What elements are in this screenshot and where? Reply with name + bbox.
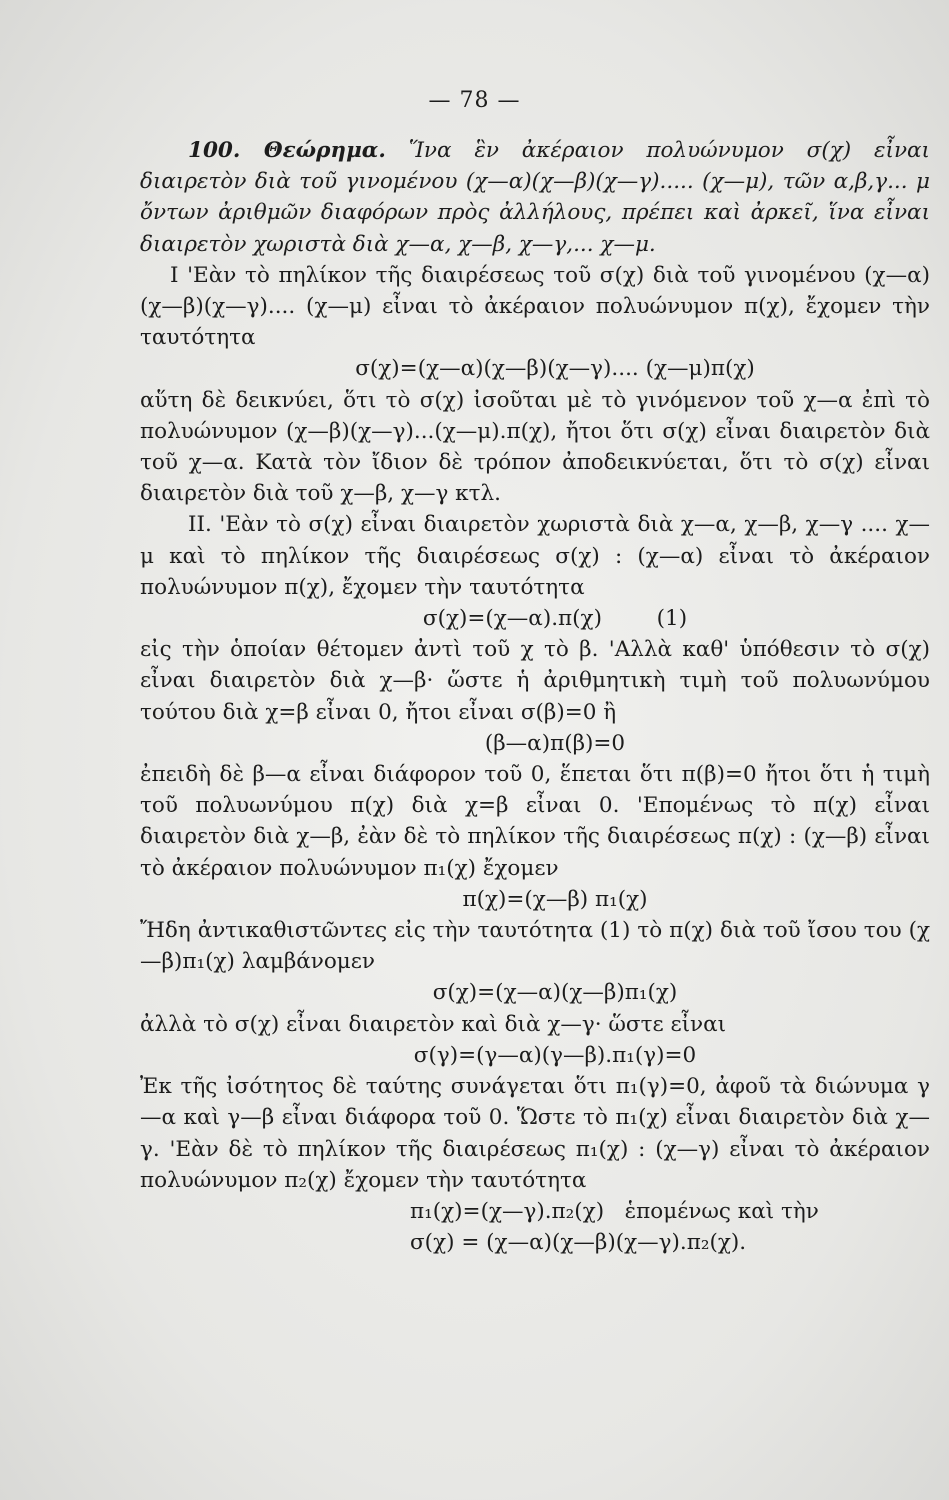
part2-equation-5: σ(γ)=(γ—α)(γ—β).π₁(γ)=0 — [413, 1042, 697, 1068]
part2-equation-7: σ(χ) = (χ—α)(χ—β)(χ—γ).π₂(χ). — [410, 1230, 747, 1256]
part2-intro: II. 'Εὰν τὸ σ(χ) εἶναι διαιρετὸν χωριστὰ διὰ χ—α, χ—β, χ—γ .... χ—μ καὶ τὸ πηλίκον τῆς διαιρέσεως σ(χ) : (χ—α) εἶναι τὸ ἀκέραιον πολυώνυμον π(χ), ἔχομεν τὴν ταυτότητα — [140, 512, 930, 600]
part1-identity: σ(χ)=(χ—α)(χ—β)(χ—γ).... (χ—μ)π(χ) — [355, 356, 755, 382]
part2-text-5: ἀλλὰ τὸ σ(χ) εἶναι διαιρετὸν καὶ διὰ χ—γ· ὥστε εἶναι — [140, 1011, 727, 1037]
theorem-paragraph — [140, 135, 930, 260]
part1-conclusion: αὕτη δὲ δεικνύει, ὅτι τὸ σ(χ) ἰσοῦται μὲ τὸ γινόμενον τοῦ χ—α ἐπὶ τὸ πολυώνυμον (χ—β)(χ—γ)...(χ—μ).π(χ), ἤτοι ὅτι σ(χ) εἶναι διαιρετὸν διὰ τοῦ χ—α. Κατὰ τὸν ἴδιον δὲ τρόπον ἀποδεικνύεται, ὅτι τὸ σ(χ) εἶναι διαιρετὸν διὰ τοῦ χ—β, χ—γ κτλ. — [140, 387, 930, 507]
part2-text-3: ἐπειδὴ δὲ β—α εἶναι διάφορον τοῦ 0, ἕπεται ὅτι π(β)=0 ἤτοι ὅτι ἡ τιμὴ τοῦ πολυωνύμου π(χ) διὰ χ=β εἶναι 0. 'Επομένως τὸ π(χ) εἶναι διαιρετὸν διὰ χ—β, ἐὰν δὲ τὸ πηλίκον τῆς διαιρέσεως π(χ) : (χ—β) εἶναι τὸ ἀκέραιον πολυώνυμον π₁(χ) ἔχομεν — [140, 762, 930, 881]
part2-text-2: εἰς τὴν ὁποίαν θέτομεν ἀντὶ τοῦ χ τὸ β. 'Αλλὰ καθ' ὑπόθεσιν τὸ σ(χ) εἶναι διαιρετὸν διὰ χ—β· ὥστε ἡ ἀριθμητικὴ τιμὴ τοῦ πολυωνύμου τούτου διὰ χ=β εἶναι 0, ἤτοι εἶναι σ(β)=0 ἢ — [140, 637, 930, 725]
part2-identity-1: σ(χ)=(χ—α).π(χ) (1) — [422, 606, 688, 632]
page-body — [140, 135, 930, 1258]
part2-equation-6: π₁(χ)=(χ—γ).π₂(χ) ἑπομένως καὶ τὴν — [410, 1198, 819, 1224]
part2-equation-4: σ(χ)=(χ—α)(χ—β)π₁(χ) — [432, 980, 678, 1006]
theorem-statement: Ἵνα ἓν ἀκέραιον πολυώνυμον σ(χ) εἶναι διαιρετὸν διὰ τοῦ γινομένου (χ—α)(χ—β)(χ—γ)..... (χ—μ), τῶν α,β,γ... μ ὄντων ἀριθμῶν διαφόρων πρὸς ἀλλήλους, πρέπει καὶ ἀρκεῖ, ἵνα εἶναι διαιρετὸν χωριστὰ διὰ χ—α, χ—β, χ—γ,... χ—μ. — [140, 138, 930, 257]
part1-intro: I 'Εὰν τὸ πηλίκον τῆς διαιρέσεως τοῦ σ(χ) διὰ τοῦ γινομένου (χ—α)(χ—β)(χ—γ).... (χ—μ) εἶναι τὸ ἀκέραιον πολυώνυμον π(χ), ἔχομεν τὴν ταυτότητα — [140, 262, 930, 351]
part2-equation-2: (β—α)π(β)=0 — [484, 730, 626, 756]
part2-equation-3: π(χ)=(χ—β) π₁(χ) — [462, 886, 648, 912]
theorem-heading: 100. Θεώρημα. — [188, 138, 386, 163]
part2-text-4: Ἤδη ἀντικαθιστῶντες εἰς τὴν ταυτότητα (1) τὸ π(χ) διὰ τοῦ ἴσου του (χ—β)π₁(χ) λαμβάνομεν — [140, 918, 930, 975]
page-number: — 78 — — [428, 88, 521, 113]
part2-text-6: Ἐκ τῆς ἰσότητος δὲ ταύτης συνάγεται ὅτι π₁(γ)=0, ἀφοῦ τὰ διώνυμα γ—α καὶ γ—β εἶναι διάφορα τοῦ 0. Ὥστε τὸ π₁(χ) εἶναι διαιρετὸν διὰ χ—γ. 'Εὰν δὲ τὸ πηλίκον τῆς διαιρέσεως π₁(χ) : (χ—γ) εἶναι τὸ ἀκέραιον πολυώνυμον π₂(χ) ἔχομεν τὴν ταυτότητα — [140, 1074, 930, 1193]
